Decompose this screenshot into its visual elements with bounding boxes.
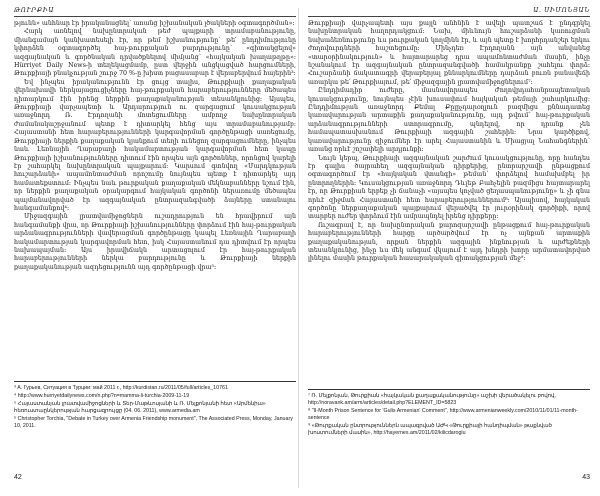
right-paragraph: Ուշագրավ է, որ նախընտրական քարոզարշավի ընթացքում հայ-թուրքական հարաբերությունների հարցը արծարծվում էր ոչ այնքան արտաքին քաղաքականության, որքան ներքին ազգային ինքնության և արժեքների տեսանկյունից, ինչը ևս մեկ անգամ վկայում է այդ խնդրի խորը արմատավորված լինելու մասին թուրքական հասարակական գիտակցության մեջ⁹։ xyxy=(308,221,590,263)
left-page xyxy=(14,0,296,496)
left-paragraph: թյունն» անհնար էր իրականացնել՝ առանց իշխանական լծակների օգտագործման»։ xyxy=(14,20,295,27)
right-paragraph: Թուրքիայի վարչապետի այս քայլն անհնին է ավելի պատշաճ է ընդգրկել նախընտրական հաղորդակցում։ Նախ, միևնույն հուշարձանի կառուցման նախաձեռնությունը ևս թուրքական կողմինն էր, և այն պետք է խորհրդանշեր երկու ժողովուրդների հաշտեցումը։ Մինչդեռ Էրդողանն այն անվանեց «տարօրինակություն» և հայտարարեց դրա ապամոնտաժման մասին, ինչը նշանակում էր ազգայնական ընտրազանգվածի համակրանքը շահելու փորձ։ Հուշարձանի ճակատագրի վերաբերյալ քննարկումները դարձան բուռն բանավեճի առարկա թե՛ Թուրքիայում, թե՛ միջազգային լրատվամիջոցներում⁷։ xyxy=(308,20,590,86)
right-paragraph: Ընդդիմադիր ուժերը, մասնավորապես Ժողովրդահանրապետական կուսակցությունը, նույնպես չէին խուսափում հայկական թեմայի շահարկումից։ Ընդդիմության առաջնորդ Քեմալ Քըլըչդարօղլուն բազմիցս քննադատեց կառավարության արտաքին քաղաքականությունը, այդ թվում՝ հայ-թուրքական արձանագրությունների ստորագրումը, պնդելով, որ դրանք չեն համապատասխանում Թուրքիայի ազգային շահերին։ Նրա կարծիքով, կառավարությունը զիջումներ էր արել Հայաստանին և Միացյալ Նահանգներին՝ առանց որևէ շոշափելի արդյունքի։ xyxy=(308,87,590,154)
left-body-text xyxy=(14,20,296,272)
running-head-left: ԹՈՒՐՔԻԱ xyxy=(14,6,296,17)
footnote: ⁶ Christopher Torchia, "Debate in Turkey over Armenia Friendship monument", The Associated Press, Monday, January 10, 2011. xyxy=(14,416,293,429)
left-paragraph: Հարկ առնելով նախընտրական թեժ պայքարի տրամաբանությունը, միանգամայն կանխատեսելի էր, որ թեմ իշխանությունը՝ թե՛ ընդդիմությունը կփորձեն օգտագործել հայ-թուրքական բարդությունը՝ «գիտակցելով» ազգայնական և գործնական դրվածքներով միմյանց՝ «հայկական խաղաթղթը»։ Hürriyet Daily News-ի տեղեկացմամբ, ըստ վերջին անցկացված հարցումների, Թուրքիայի բնակչության շուրջ 70 %-ը խիստ բացասաբար է վերաբերվում հայերին³։ xyxy=(14,28,296,78)
running-head-right: Ա. ՍԻՄՈՆՅԱՆ xyxy=(308,6,590,17)
right-footnotes xyxy=(308,389,590,438)
right-page xyxy=(308,0,590,496)
page-number-left: 42 xyxy=(14,474,22,481)
right-paragraph: Նույն կերպ, Թուրքիայի ազգայնական շարժում կուսակցությունը, որը հանդես էր գալիս ծայրահեղ ազգայնական դիրքերից, ընտրարշավի ընթացքում օգտագործում էր «հայկական վտանգի» թեման՝ փորձելով համախմբել իր ընտրողներին։ Կուսակցության առաջնորդ Դևլեթ Բահչելին բազմիցս հայտարարել էր, որ Թուրքիան երբեք չի ճանաչի «այսպես կոչված ցեղասպանությունը» և չի գնա որևէ զիջման Հայաստանի հետ հարաբերություններում⁸։ Այսպիսով, հայկական գործոնը ներքաղաքական պայքարում վերածվել էր յուրօրինակ գործիքի, որով տարբեր ուժեր փորձում էին ամրապնդել իրենց դիրքերը։ xyxy=(308,154,590,221)
left-footnotes xyxy=(14,381,296,431)
page-number-right: 43 xyxy=(582,474,590,481)
footnote: ⁹ «Թուրքական ընտրություններն ապագրված ԱԺԿ «Թուրքիայի հանդիպման» թաքնված խոստումների մասին», http://hayernes.am/2011/02/kilicdaroglu xyxy=(308,423,552,436)
footnote: ⁴ http://www.hurriyetdailynews.com/n.php?n=mamma-li-turchia-2009-11-19 xyxy=(14,393,190,399)
left-paragraph: Միջազգային լրատվամիջոցներն ուշադրություն են հրավիրում այն հանգամանքի վրա, որ Թուրքիայի իշխանությունները փորձում էին հայ-թուրքական արձանագրությունների վավերացման գործընթացը կապել Լեռնային Ղարաբաղի հակամարտության կարգավորման հետ, իսկ Հայաստանում դա դիտվում էր որպես նախապայման։ Այս իրավիճակն արտացոլում էր հայ-թուրքական հարաբերությունների ներկա բարդությունը և Թուրքիայի ներքին քաղաքականության ազդեցությունն այդ գործընթացի վրա⁵։ xyxy=(14,213,296,271)
footnote: ³ А. Гурьев, Ситуация в Турции: май 2011 г., http://kurdistan.ru/2011/05/full/articles_10761 xyxy=(14,385,228,391)
left-paragraph: Եվ ինչպես իրականությունն էր ցույց տալիս, Թուրքիայի քաղաքական վերնախավի ներկայացուցիչները հայ-թուրքական հարաբերությունները մեծապես դիտարկում էին իրենց ներքին քաղաքականության տեսանկյունից։ Այսպես, Թուրքիայի վարչապետի և Արդարություն ու զարգացում կուսակցության առաջնորդ Ռ. Էրդողանի մոտեցումները ամբողջ նախընտրական ժամանակաշրջանում պետք է դիտարկել հենց այս տրամաբանությամբ։ Հայաստանի հետ հարաբերությունների կարգավորման գործընթացի սառեցումը, Թուրքիայի ներքին քաղաքական կյանքում տեղի ունեցող զարգացումները, ինչպես նաև Լեռնային Ղարաբաղի հակամարտության կարգավորման հետ կապը Թուրքիայի իշխանությունները դիտում էին որպես այն գործոններ, որոնցով կարելի էր շահարկել նախընտրական պայքարում։ Կարսում գտնվող «Մարդկության հուշարձանի» ապամոնտաժման որոշումը նույնպես պետք է դիտարկել այդ համատեքստում։ Ինչպես նաև թուրքական քաղաքական մեկնաբանները նշում էին, որ ներքին քաղաքական օրակարգում հայկական գործոնի ներառումը մեծապես պայմանավորված էր ազգայնական ընտրազանգվածի ձայները ստանալու հանգամանքով⁴։ xyxy=(14,78,296,212)
footnote: ⁷ Ռ. Մելքոնյան, Թուրքիան «հայկական քաղաքականությունը» աշխի վերածակելու բովով, http://noravank.am/arm/articles/detail.php?ELEMENT_ID=5823 xyxy=(308,393,556,406)
footnote: ⁸ "II-Month Prison Sentence for 'Gulis Armenian' Comment", http://www.armenianweekly.com/2010/11/01/11-month-sentence xyxy=(308,408,578,421)
gutter-divider xyxy=(298,8,299,488)
right-body-text xyxy=(308,20,590,264)
footnote: ⁵ Հայաստանյան լրատվամիջոցների և Տեր-Մաթևոսյանի և Ռ. Մելքոնյանի հետ «Արմենիա» հեռուստաընկերության հարցազրույցը (04. 06. 2011), www.armedia.am xyxy=(14,401,266,414)
